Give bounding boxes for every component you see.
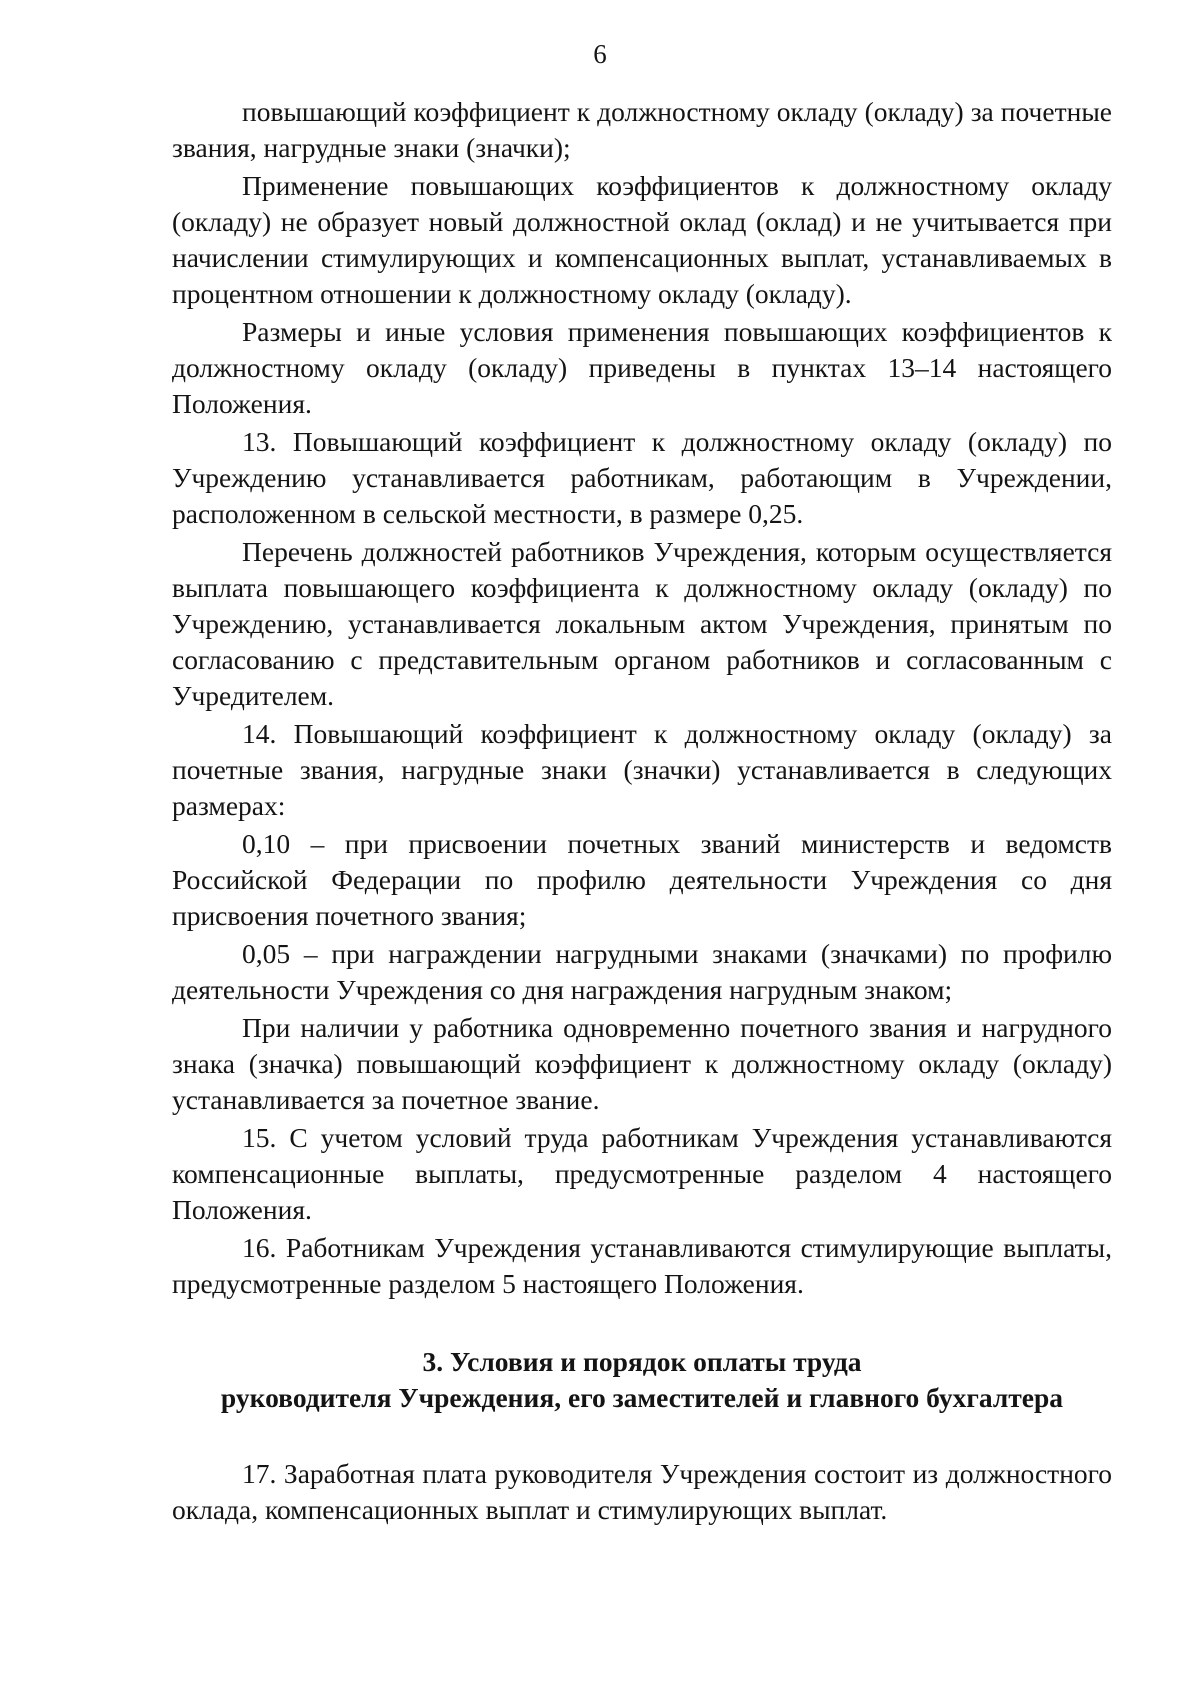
paragraph-rate-010: 0,10 – при присвоении почетных званий министерств и ведомств Российской Федерации по профилю деятельности Учреждения со дня присвоения почетного звания; bbox=[172, 828, 1112, 931]
paragraph: При наличии у работника одновременно почетного звания и нагрудного знака (значка) повышающий коэффициент к должностному окладу (окладу) устанавливается за почетное звание. bbox=[172, 1012, 1112, 1115]
paragraph: Применение повышающих коэффициентов к должностному окладу (окладу) не образует новый должностной оклад (оклад) и не учитывается при начислении стимулирующих и компенсационных выплат, устанавливаемых в процентном отношении к должностному окладу (окладу). bbox=[172, 170, 1112, 309]
paragraph-item-16: 16. Работникам Учреждения устанавливаются стимулирующие выплаты, предусмотренные разделом 5 настоящего Положения. bbox=[172, 1232, 1112, 1299]
paragraph-rate-005: 0,05 – при награждении нагрудными знаками (значками) по профилю деятельности Учреждения со дня награждения нагрудным знаком; bbox=[172, 938, 1112, 1005]
section-heading bbox=[172, 1344, 1112, 1416]
paragraph: повышающий коэффициент к должностному окладу (окладу) за почетные звания, нагрудные знаки (значки); bbox=[172, 96, 1112, 163]
paragraphs-before bbox=[172, 94, 1112, 1302]
paragraph: Перечень должностей работников Учреждения, которым осуществляется выплата повышающего коэффициента к должностному окладу (окладу) по Учреждению, устанавливается локальным актом Учреждения, принятым по согласованию с представительным органом работников и согласованным с Учредителем. bbox=[172, 536, 1112, 711]
paragraph-item-13: 13. Повышающий коэффициент к должностному окладу (окладу) по Учреждению устанавливается работникам, работающим в Учреждении, расположенном в сельской местности, в размере 0,25. bbox=[172, 426, 1112, 529]
document-body bbox=[172, 94, 1112, 1528]
paragraph: Размеры и иные условия применения повышающих коэффициентов к должностному окладу (окладу) приведены в пунктах 13–14 настоящего Положения. bbox=[172, 316, 1112, 419]
paragraph-item-14: 14. Повышающий коэффициент к должностному окладу (окладу) за почетные звания, нагрудные знаки (значки) устанавливается в следующих размерах: bbox=[172, 718, 1112, 821]
paragraph-item-15: 15. С учетом условий труда работникам Учреждения устанавливаются компенсационные выплаты, предусмотренные разделом 4 настоящего Положения. bbox=[172, 1122, 1112, 1225]
section-heading-line-1: 3. Условия и порядок оплаты труда bbox=[422, 1346, 862, 1377]
paragraph-item-17: 17. Заработная плата руководителя Учреждения состоит из должностного оклада, компенсационных выплат и стимулирующих выплат. bbox=[172, 1458, 1112, 1525]
section-heading-line-2: руководителя Учреждения, его заместителей и главного бухгалтера bbox=[220, 1382, 1064, 1413]
page-number: 6 bbox=[593, 39, 607, 69]
paragraphs-after bbox=[172, 1456, 1112, 1528]
